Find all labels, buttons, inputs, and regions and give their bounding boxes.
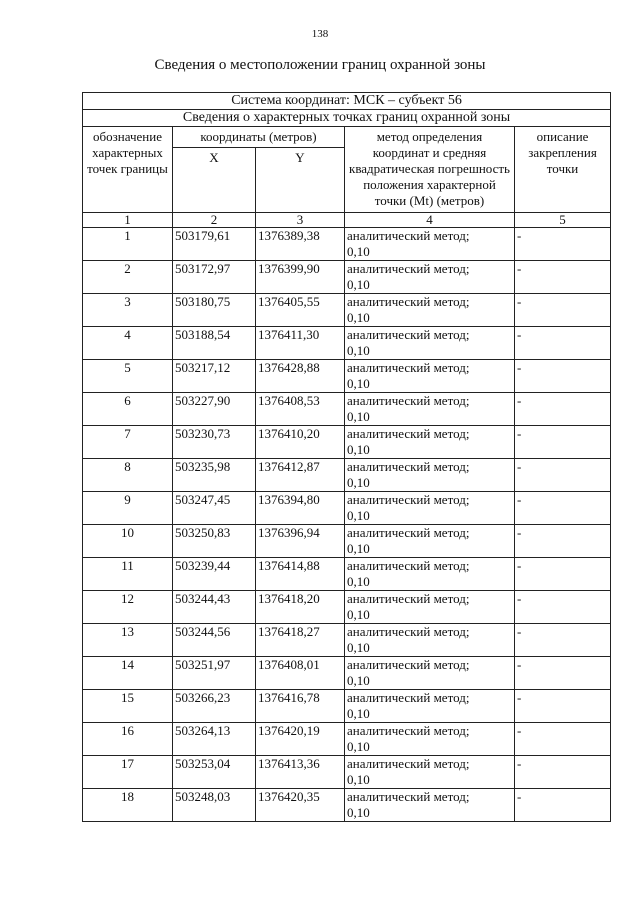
method-cell: [345, 690, 515, 723]
table-row: [83, 756, 611, 789]
x-coordinate-cell: 503247,45: [173, 492, 256, 525]
header-method: метод определения координат и средняя квадратическая погрешность положения характерной точки (Mt) (метров): [345, 127, 515, 213]
y-coordinate-cell: 1376389,38: [256, 228, 345, 261]
description-cell: -: [515, 690, 611, 723]
point-id-cell: 14: [83, 657, 173, 690]
method-text: аналитический метод;: [347, 228, 470, 243]
method-cell: [345, 789, 515, 822]
table-row: [83, 690, 611, 723]
y-coordinate-cell: 1376420,19: [256, 723, 345, 756]
method-cell: [345, 756, 515, 789]
method-text: аналитический метод;: [347, 492, 470, 507]
description-cell: -: [515, 591, 611, 624]
point-id-cell: 4: [83, 327, 173, 360]
y-coordinate-cell: 1376420,35: [256, 789, 345, 822]
system-row: [83, 93, 611, 110]
error-value: 0,10: [347, 706, 370, 721]
y-coordinate-cell: 1376408,01: [256, 657, 345, 690]
description-cell: -: [515, 789, 611, 822]
point-id-cell: 15: [83, 690, 173, 723]
description-cell: -: [515, 624, 611, 657]
x-coordinate-cell: 503250,83: [173, 525, 256, 558]
description-cell: -: [515, 360, 611, 393]
point-id-cell: 5: [83, 360, 173, 393]
method-cell: [345, 657, 515, 690]
point-id-cell: 12: [83, 591, 173, 624]
y-coordinate-cell: 1376418,20: [256, 591, 345, 624]
method-cell: [345, 360, 515, 393]
x-coordinate-cell: 503227,90: [173, 393, 256, 426]
table-row: [83, 327, 611, 360]
error-value: 0,10: [347, 805, 370, 820]
x-coordinate-cell: 503251,97: [173, 657, 256, 690]
y-coordinate-cell: 1376396,94: [256, 525, 345, 558]
table-row: [83, 393, 611, 426]
error-value: 0,10: [347, 640, 370, 655]
y-coordinate-cell: 1376408,53: [256, 393, 345, 426]
point-id-cell: 7: [83, 426, 173, 459]
point-id-cell: 2: [83, 261, 173, 294]
header-y: Y: [256, 148, 345, 213]
error-value: 0,10: [347, 277, 370, 292]
description-cell: -: [515, 261, 611, 294]
error-value: 0,10: [347, 574, 370, 589]
y-coordinate-cell: 1376411,30: [256, 327, 345, 360]
point-id-cell: 13: [83, 624, 173, 657]
method-text: аналитический метод;: [347, 591, 470, 606]
method-cell: [345, 558, 515, 591]
method-cell: [345, 492, 515, 525]
table-row: [83, 360, 611, 393]
method-text: аналитический метод;: [347, 657, 470, 672]
method-text: аналитический метод;: [347, 393, 470, 408]
method-cell: [345, 591, 515, 624]
x-coordinate-cell: 503239,44: [173, 558, 256, 591]
point-id-cell: 18: [83, 789, 173, 822]
method-text: аналитический метод;: [347, 459, 470, 474]
description-cell: -: [515, 327, 611, 360]
error-value: 0,10: [347, 409, 370, 424]
coordinates-table: [82, 92, 611, 822]
point-id-cell: 16: [83, 723, 173, 756]
description-cell: -: [515, 393, 611, 426]
method-text: аналитический метод;: [347, 756, 470, 771]
error-value: 0,10: [347, 673, 370, 688]
column-number: 1: [83, 213, 173, 228]
method-text: аналитический метод;: [347, 327, 470, 342]
table-row: [83, 492, 611, 525]
description-cell: -: [515, 294, 611, 327]
table-subtitle: Сведения о характерных точках границ охранной зоны: [83, 110, 611, 127]
error-value: 0,10: [347, 508, 370, 523]
y-coordinate-cell: 1376413,36: [256, 756, 345, 789]
error-value: 0,10: [347, 607, 370, 622]
method-text: аналитический метод;: [347, 525, 470, 540]
coordinate-system-label: Система координат: МСК – субъект 56: [83, 93, 611, 110]
table-row: [83, 294, 611, 327]
table-row: [83, 558, 611, 591]
table-row: [83, 723, 611, 756]
x-coordinate-cell: 503188,54: [173, 327, 256, 360]
y-coordinate-cell: 1376410,20: [256, 426, 345, 459]
description-cell: -: [515, 228, 611, 261]
point-id-cell: 3: [83, 294, 173, 327]
description-cell: -: [515, 426, 611, 459]
method-text: аналитический метод;: [347, 294, 470, 309]
method-cell: [345, 624, 515, 657]
x-coordinate-cell: 503235,98: [173, 459, 256, 492]
x-coordinate-cell: 503244,56: [173, 624, 256, 657]
point-id-cell: 9: [83, 492, 173, 525]
table-row: [83, 525, 611, 558]
header-coordinates: координаты (метров): [173, 127, 345, 148]
x-coordinate-cell: 503172,97: [173, 261, 256, 294]
description-cell: -: [515, 723, 611, 756]
y-coordinate-cell: 1376405,55: [256, 294, 345, 327]
error-value: 0,10: [347, 541, 370, 556]
method-cell: [345, 459, 515, 492]
x-coordinate-cell: 503180,75: [173, 294, 256, 327]
y-coordinate-cell: 1376414,88: [256, 558, 345, 591]
method-cell: [345, 228, 515, 261]
y-coordinate-cell: 1376394,80: [256, 492, 345, 525]
point-id-cell: 17: [83, 756, 173, 789]
error-value: 0,10: [347, 772, 370, 787]
y-coordinate-cell: 1376428,88: [256, 360, 345, 393]
page-title: Сведения о местоположении границ охранной зоны: [154, 57, 486, 73]
point-id-cell: 11: [83, 558, 173, 591]
description-cell: -: [515, 492, 611, 525]
point-id-cell: 6: [83, 393, 173, 426]
x-coordinate-cell: 503230,73: [173, 426, 256, 459]
header-row: [83, 127, 611, 148]
page-number: 138: [311, 28, 329, 40]
y-coordinate-cell: 1376412,87: [256, 459, 345, 492]
point-id-cell: 1: [83, 228, 173, 261]
description-cell: -: [515, 525, 611, 558]
method-cell: [345, 327, 515, 360]
x-coordinate-cell: 503179,61: [173, 228, 256, 261]
method-cell: [345, 723, 515, 756]
x-coordinate-cell: 503248,03: [173, 789, 256, 822]
method-text: аналитический метод;: [347, 789, 470, 804]
method-text: аналитический метод;: [347, 624, 470, 639]
method-text: аналитический метод;: [347, 360, 470, 375]
column-number: 2: [173, 213, 256, 228]
description-cell: -: [515, 657, 611, 690]
point-id-cell: 8: [83, 459, 173, 492]
table-row: [83, 459, 611, 492]
x-coordinate-cell: 503266,23: [173, 690, 256, 723]
x-coordinate-cell: 503244,43: [173, 591, 256, 624]
header-point-designation: обозначение характерных точек границы: [83, 127, 173, 213]
error-value: 0,10: [347, 310, 370, 325]
table-row: [83, 657, 611, 690]
y-coordinate-cell: 1376418,27: [256, 624, 345, 657]
method-cell: [345, 393, 515, 426]
x-coordinate-cell: 503264,13: [173, 723, 256, 756]
method-text: аналитический метод;: [347, 558, 470, 573]
method-text: аналитический метод;: [347, 261, 470, 276]
method-text: аналитический метод;: [347, 690, 470, 705]
x-coordinate-cell: 503217,12: [173, 360, 256, 393]
y-coordinate-cell: 1376399,90: [256, 261, 345, 294]
table-row: [83, 261, 611, 294]
column-number: 3: [256, 213, 345, 228]
error-value: 0,10: [347, 739, 370, 754]
error-value: 0,10: [347, 475, 370, 490]
method-cell: [345, 294, 515, 327]
subtitle-row: [83, 110, 611, 127]
column-number: 5: [515, 213, 611, 228]
method-text: аналитический метод;: [347, 723, 470, 738]
error-value: 0,10: [347, 442, 370, 457]
table-row: [83, 591, 611, 624]
y-coordinate-cell: 1376416,78: [256, 690, 345, 723]
coordinates-table-body: [83, 93, 611, 822]
error-value: 0,10: [347, 376, 370, 391]
method-cell: [345, 426, 515, 459]
header-description: описание закрепления точки: [515, 127, 611, 213]
error-value: 0,10: [347, 343, 370, 358]
table-row: [83, 228, 611, 261]
method-text: аналитический метод;: [347, 426, 470, 441]
table-row: [83, 426, 611, 459]
column-numbers-row: [83, 213, 611, 228]
method-cell: [345, 261, 515, 294]
point-id-cell: 10: [83, 525, 173, 558]
error-value: 0,10: [347, 244, 370, 259]
x-coordinate-cell: 503253,04: [173, 756, 256, 789]
description-cell: -: [515, 558, 611, 591]
table-row: [83, 624, 611, 657]
column-number: 4: [345, 213, 515, 228]
header-x: X: [173, 148, 256, 213]
description-cell: -: [515, 756, 611, 789]
description-cell: -: [515, 459, 611, 492]
method-cell: [345, 525, 515, 558]
table-row: [83, 789, 611, 822]
